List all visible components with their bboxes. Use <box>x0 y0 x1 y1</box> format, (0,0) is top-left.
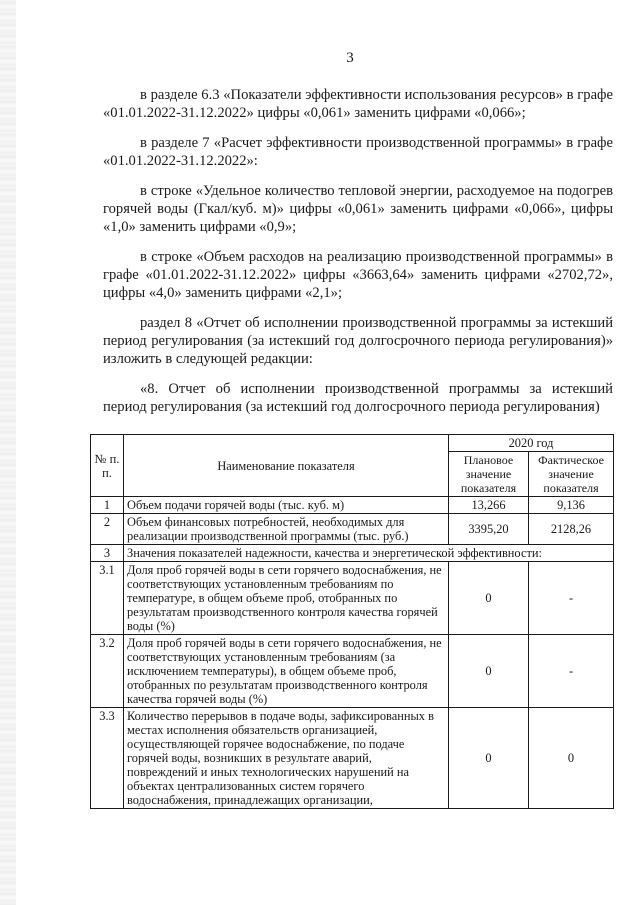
paragraph-3: в строке «Удельное количество тепловой энергии, расходуемое на подогрев горячей воды (Гкал/куб. м)» цифры «0,061» заменить цифрами «0,066», цифры «1,0» заменить цифрами «0,9»; <box>103 182 613 236</box>
scan-edge <box>0 0 16 905</box>
row-name: Доля проб горячей воды в сети горячего водоснабжения, не соответствующих установленным требованиям по температуре, в общем объеме проб, отобранных по результатам производственного контроля качества горячей воды (%) <box>124 562 449 635</box>
paragraph-4: в строке «Объем расходов на реализацию производственной программы» в графе «01.01.2022-31.12.2022» цифры «3663,64» заменить цифрами «2702,72», цифры «4,0» заменить цифрами «2,1»; <box>103 248 613 302</box>
paragraph-5: раздел 8 «Отчет об исполнении производственной программы за истекший период регулирования (за истекший год долгосрочного периода регулирования)» изложить в следующей редакции: <box>103 315 613 368</box>
col-fact-header: Фактическое значение показателя <box>529 452 614 497</box>
row-num: 3.1 <box>91 562 124 635</box>
row-fact: 0 <box>529 708 614 809</box>
table-row <box>91 708 614 809</box>
col-plan-header: Плановое значение показателя <box>449 452 529 497</box>
table-row <box>91 514 614 545</box>
row-fact: 9,136 <box>529 497 614 514</box>
paragraph-2: в разделе 7 «Расчет эффективности производственной программы» в графе «01.01.2022-31.12.2022»: <box>103 134 613 170</box>
row-plan: 0 <box>449 708 529 809</box>
row-num: 1 <box>91 497 124 514</box>
row-plan: 0 <box>449 635 529 708</box>
row-name: Объем финансовых потребностей, необходимых для реализации производственной программы (тыс. руб.) <box>124 514 449 545</box>
paragraph-1: в разделе 6.3 «Показатели эффективности использования ресурсов» в графе «01.01.2022-31.12.2022» цифры «0,061» заменить цифрами «0,066»; <box>103 87 613 122</box>
row-name: Количество перерывов в подаче воды, зафиксированных в местах исполнения обязательств организацией, осуществляющей горячее водоснабжение, по подаче горячей воды, возникших в результате аварий, повреждений и иных технологических нарушений на объектах централизованных систем горячего водоснабжения, принадлежащих организации, <box>124 708 449 809</box>
table-row <box>91 497 614 514</box>
row-fact: - <box>529 635 614 708</box>
row-plan: 13,266 <box>449 497 529 514</box>
row-num: 3.3 <box>91 708 124 809</box>
table-row <box>91 635 614 708</box>
row-name: Доля проб горячей воды в сети горячего водоснабжения, не соответствующих установленным требованиям (за исключением температуры), в общем объеме проб, отобранных по результатам производственного контроля качества горячей воды (%) <box>124 635 449 708</box>
row-num: 2 <box>91 514 124 545</box>
col-num-header: № п. п. <box>91 435 124 497</box>
table-header-row <box>91 435 614 452</box>
row-fact: 2128,26 <box>529 514 614 545</box>
row-fact: - <box>529 562 614 635</box>
row-name: Объем подачи горячей воды (тыс. куб. м) <box>124 497 449 514</box>
report-table <box>90 434 614 809</box>
row-num: 3.2 <box>91 635 124 708</box>
table-row <box>91 545 614 562</box>
row-num: 3 <box>91 545 124 562</box>
page-number: 3 <box>346 50 354 66</box>
document-body <box>103 86 613 423</box>
row-plan: 3395,20 <box>449 514 529 545</box>
row-plan: 0 <box>449 562 529 635</box>
row-name: Значения показателей надежности, качества и энергетической эффективности: <box>124 545 614 562</box>
col-name-header: Наименование показателя <box>124 435 449 497</box>
year-header: 2020 год <box>449 435 614 452</box>
paragraph-6: «8. Отчет об исполнении производственной программы за истекший период регулирования (за истекший год долгосрочного периода регулирования) <box>103 381 613 416</box>
table-row <box>91 562 614 635</box>
